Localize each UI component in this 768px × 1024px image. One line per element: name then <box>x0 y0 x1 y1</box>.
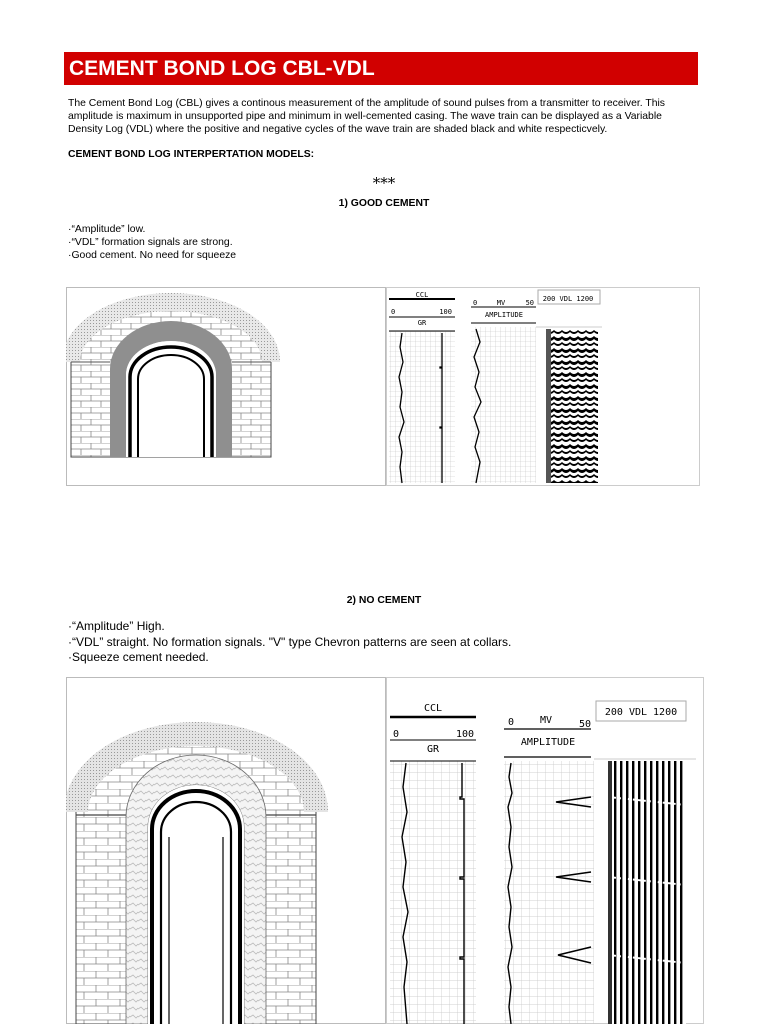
section-heading-no-cement: 2) NO CEMENT <box>346 595 422 606</box>
mv-scale-left: 0 <box>508 717 515 728</box>
no-cement-log-panel <box>386 677 704 1024</box>
list-item: · “VDL” formation signals are strong. <box>68 236 236 249</box>
ccl-label: CCL <box>423 703 443 714</box>
gr-scale-right: 100 <box>455 729 474 740</box>
no-cement-bullets <box>68 619 511 666</box>
good-cement-log-panel <box>386 287 700 486</box>
no-cement-wellbore-diagram <box>66 677 386 1024</box>
gr-scale-right: 100 <box>439 308 452 316</box>
mv-scale-right: 50 <box>525 299 534 307</box>
mv-scale-right: 50 <box>578 719 591 730</box>
mv-label: MV <box>496 299 506 307</box>
mv-label: MV <box>539 715 553 726</box>
good-cement-wellbore-diagram <box>66 287 386 486</box>
ccl-label: CCL <box>415 291 429 299</box>
section-heading-good-cement: 1) GOOD CEMENT <box>338 198 430 209</box>
vdl-range-label: 200 VDL 1200 <box>604 707 678 718</box>
list-item: · “VDL” straight. No formation signals. "V" type Chevron patterns are seen at collars. <box>68 635 511 651</box>
amplitude-label: AMPLITUDE <box>485 311 523 319</box>
list-item: · Squeeze cement needed. <box>68 650 511 666</box>
vdl-range-label: 200 VDL 1200 <box>542 295 594 303</box>
gr-scale-left: 0 <box>393 729 400 740</box>
separator: *** <box>372 174 396 192</box>
gr-label: GR <box>417 319 427 327</box>
good-cement-bullets <box>68 223 236 262</box>
page-title: CEMENT BOND LOG CBL-VDL <box>69 57 375 80</box>
list-item: · “Amplitude” High. <box>68 619 511 635</box>
title-banner <box>64 52 698 85</box>
list-item: · “Amplitude” low. <box>68 223 236 236</box>
mv-scale-left: 0 <box>473 299 478 307</box>
models-heading: CEMENT BOND LOG INTERPERTATION MODELS: <box>68 149 315 160</box>
intro-paragraph: The Cement Bond Log (CBL) gives a continous measurement of the amplitude of sound pulses from a transmitter to receiver. This amplitude is maximum in unsupported pipe and minimum in well-cemented casing. The wave train can be displayed as a Variable Density Log (VDL) where the positive and negative cycles of the wave train are shaded black and white respecticvely. <box>68 98 665 135</box>
list-item: · Good cement. No need for squeeze <box>68 249 236 262</box>
gr-label: GR <box>426 744 440 755</box>
amplitude-label: AMPLITUDE <box>520 737 576 748</box>
gr-scale-left: 0 <box>391 308 396 316</box>
